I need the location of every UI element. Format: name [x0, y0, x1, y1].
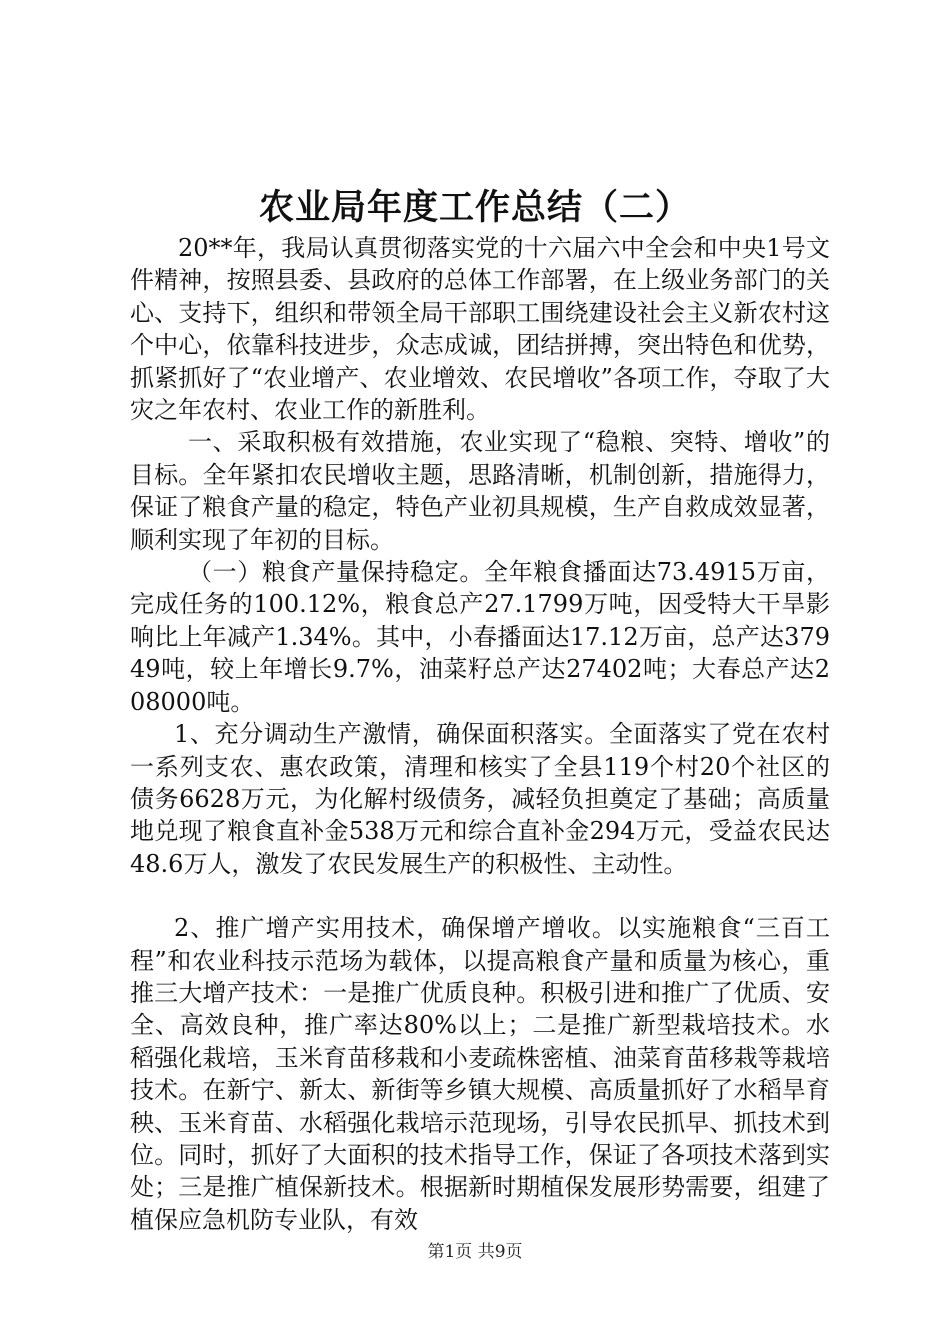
- page-footer: 第1页 共9页: [427, 1242, 523, 1262]
- document-body: [130, 232, 830, 1236]
- paragraph-item-two: 2、推广增产实用技术，确保增产增收。以实施粮食“三百工程”和农业科技示范场为载体，以提高粮食产量和质量为核心，重推三大增产技术：一是推广优质良种。积极引进和推广了优质、安全、高效良种，推广率达80%以上；二是推广新型栽培技术。水稻强化栽培，玉米育苗移栽和小麦疏株密植、油菜育苗移栽等栽培技术。在新宁、新太、新街等乡镇大规模、高质量抓好了水稻旱育秧、玉米育苗、水稻强化栽培示范现场，引导农民抓早、抓技术到位。同时，抓好了大面积的技术指导工作，保证了各项技术落到实处；三是推广植保新技术。根据新时期植保发展形势需要，组建了植保应急机防专业队，有效: [130, 914, 830, 1234]
- page-title: 农业局年度工作总结（二）: [258, 187, 691, 228]
- paragraph-spacer: [130, 880, 830, 912]
- paragraph-section-one: 一、采取积极有效措施，农业实现了“稳粮、突特、增收”的目标。全年紧扣农民增收主题，思路清晰，机制创新，措施得力，保证了粮食产量的稳定，特色产业初具规模，生产自救成效显著，顺利实现了年初的目标。: [130, 428, 830, 554]
- paragraph-item-one: 1、充分调动生产激情，确保面积落实。全面落实了党在农村一系列支农、惠农政策，清理和核实了全县119个村20个社区的债务6628万元，为化解村级债务，减轻负担奠定了基础；高质量地兑现了粮食直补金538万元和综合直补金294万元，受益农民达48.6万人，激发了农民发展生产的积极性、主动性。: [130, 720, 830, 878]
- paragraph-intro: 20**年，我局认真贯彻落实党的十六届六中全会和中央1号文件精神，按照县委、县政府的总体工作部署，在上级业务部门的关心、支持下，组织和带领全局干部职工围绕建设社会主义新农村这个中心，依靠科技进步，众志成诚，团结拼搏，突出特色和优势，抓紧抓好了“农业增产、农业增效、农民增收”各项工作，夺取了大灾之年农村、农业工作的新胜利。: [130, 234, 830, 425]
- paragraph-grain-output: （一）粮食产量保持稳定。全年粮食播面达73.4915万亩，完成任务的100.12%，粮食总产27.1799万吨，因受特大干旱影响比上年减产1.34%。其中，小春播面达17.12万亩，总产达37949吨，较上年增长9.7%，油菜籽总产达27402吨；大春总产达208000吨。: [130, 558, 830, 716]
